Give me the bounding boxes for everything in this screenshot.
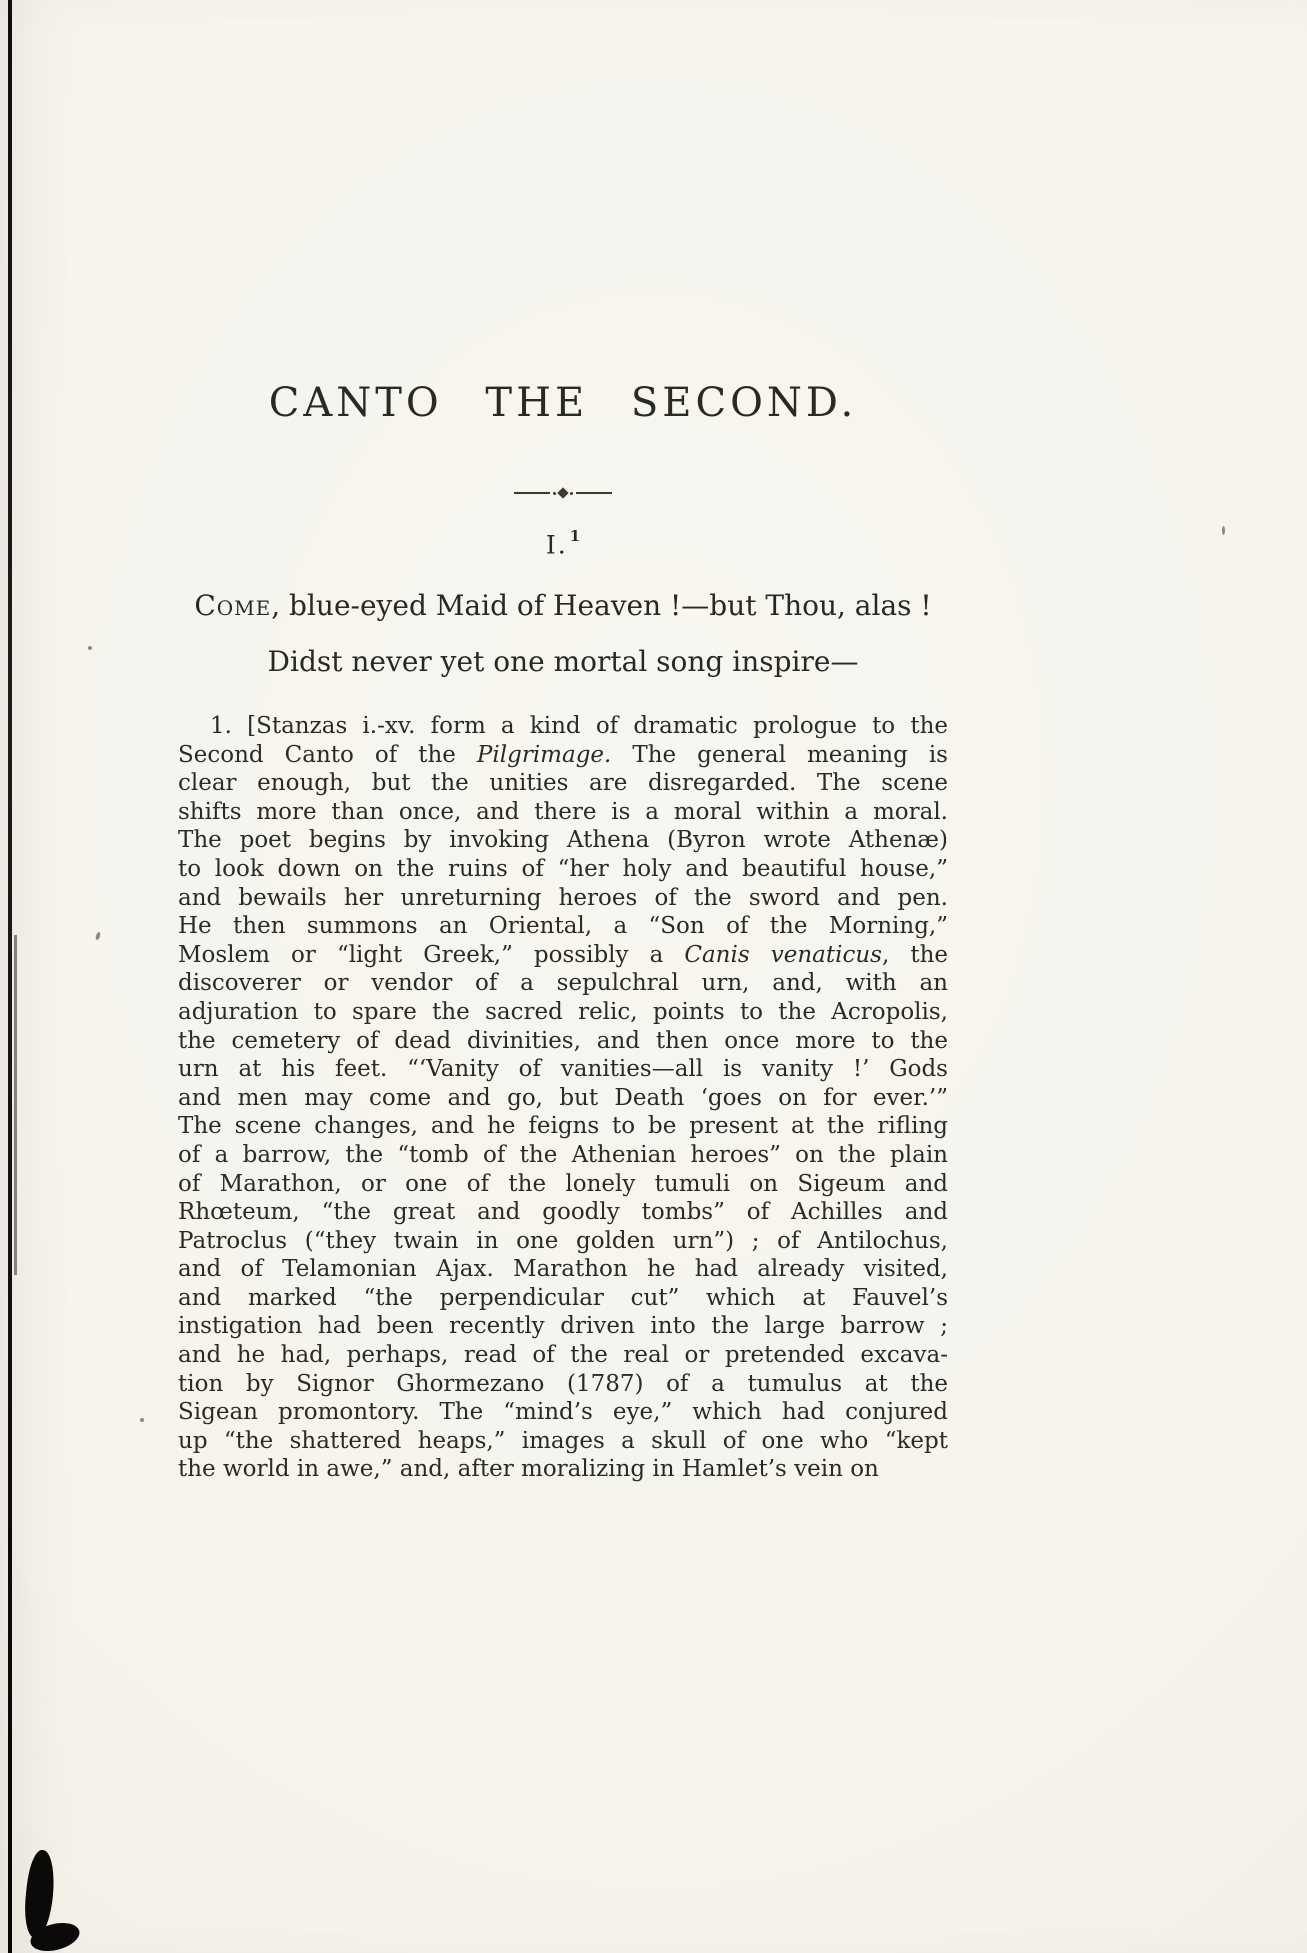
scan-speck — [140, 1418, 144, 1422]
footnote-text-segment: to look down on the ruins of “her holy and beautiful house,” — [178, 855, 948, 882]
footnote-text-segment: discoverer or vendor of a sepulchral urn, and, with an — [178, 970, 948, 997]
footnote-text-segment: The scene changes, and he feigns to be present at the rifling — [178, 1113, 948, 1140]
divider-ornament — [178, 489, 948, 497]
footnote-text-segment: up “the shattered heaps,” images a skull of one who “kept — [178, 1427, 948, 1454]
divider-rule-right — [576, 492, 612, 494]
footnote-text-segment: The general meaning is — [611, 741, 948, 768]
footnote-line — [178, 855, 948, 884]
footnote-line — [178, 1055, 948, 1084]
footnote-line — [178, 1341, 948, 1370]
footnote-text-segment: of Marathon, or one of the lonely tumuli on Sigeum and — [178, 1170, 948, 1197]
footnote-line — [178, 1141, 948, 1170]
footnote-line — [178, 1284, 948, 1313]
footnote-text-segment: urn at his feet. “‘Vanity of vanities—all is vanity !’ Gods — [178, 1056, 948, 1083]
footnote-text-segment: He then summons an Oriental, a “Son of the Morning,” — [178, 913, 948, 940]
footnote-text-segment: adjuration to spare the sacred relic, points to the Acropolis, — [178, 998, 948, 1025]
footnote-line — [178, 1112, 948, 1141]
footnote-line — [178, 884, 948, 913]
divider-diamond — [557, 487, 568, 498]
footnote-text-segment: instigation had been recently driven into the large barrow ; — [178, 1313, 948, 1340]
footnote-italic-text: Canis venaticus — [684, 941, 882, 968]
footnote-text-segment: tion by Signor Ghormezano (1787) of a tumulus at the — [178, 1370, 948, 1397]
footnote-text-segment: the cemetery of dead divinities, and then once more to the — [178, 1027, 948, 1054]
footnote-text-segment: The poet begins by invoking Athena (Byron wrote Athenæ) — [178, 827, 948, 854]
footnote-text-segment: , the — [881, 941, 948, 968]
footnote-line — [178, 998, 948, 1027]
verse-line-1-rest: , blue-eyed Maid of Heaven !—but Thou, alas ! — [271, 589, 932, 622]
footnote-text-segment: Second Canto of the — [178, 741, 477, 768]
footnote-text-segment: and of Telamonian Ajax. Marathon he had already visited, — [178, 1256, 948, 1283]
page-edge-line — [8, 0, 12, 1953]
footnote-line — [178, 1170, 948, 1199]
footnote-line — [178, 1255, 948, 1284]
stanza-numeral: I. — [545, 530, 568, 560]
scan-speck — [1222, 526, 1225, 535]
verse-line-1 — [178, 586, 948, 625]
footnote-line — [178, 1312, 948, 1341]
footnote-line — [178, 1198, 948, 1227]
canto-title: CANTO THE SECOND. — [268, 380, 858, 426]
footnote-italic-text: Pilgrimage. — [476, 741, 612, 768]
footnote-line — [178, 769, 948, 798]
footnote-line — [178, 1455, 948, 1484]
footnote-line — [178, 912, 948, 941]
stanza-heading — [178, 527, 948, 560]
footnote-line — [178, 712, 948, 741]
page-edge-line-segment — [14, 935, 17, 1275]
verse-line-2: Didst never yet one mortal song inspire— — [267, 645, 859, 678]
scan-speck — [95, 932, 101, 941]
footnote-line — [178, 798, 948, 827]
footnote-commentary — [178, 712, 948, 1484]
scan-speck — [88, 646, 92, 650]
text-column — [178, 0, 948, 1953]
verse-stanza — [178, 586, 948, 698]
footnote-text-segment: Rhœteum, “the great and goodly tombs” of Achilles and — [178, 1199, 948, 1226]
footnote-line — [178, 1027, 948, 1056]
footnote-line — [178, 941, 948, 970]
footnote-line — [178, 969, 948, 998]
footnote-ref: 1 — [569, 527, 583, 545]
footnote-text-segment: shifts more than once, and there is a moral within a moral. — [178, 798, 948, 825]
footnote-line — [178, 741, 948, 770]
footnote-text-segment: and marked “the perpendicular cut” which at Fauvel’s — [178, 1284, 948, 1311]
footnote-text-segment: Patroclus (“they twain in one golden urn”) ; of Antilochus, — [178, 1227, 948, 1254]
footnote-line — [178, 1227, 948, 1256]
footnote-text-segment: clear enough, but the unities are disregarded. The scene — [178, 770, 948, 797]
footnote-text-segment: the world in awe,” and, after moralizing in Hamlet’s vein on — [178, 1456, 879, 1483]
divider-dot-left — [553, 492, 556, 495]
divider-rule-left — [514, 492, 550, 494]
footnote-text-segment: 1. [Stanzas i.-xv. form a kind of dramatic prologue to the — [210, 713, 948, 739]
footnote-line — [178, 1398, 948, 1427]
footnote-text-segment: and bewails her unreturning heroes of the sword and pen. — [178, 884, 948, 911]
footnote-line — [178, 826, 948, 855]
footnote-text-segment: of a barrow, the “tomb of the Athenian heroes” on the plain — [178, 1141, 948, 1168]
divider-dot-right — [570, 492, 573, 495]
footnote-line — [178, 1427, 948, 1456]
footnote-line — [178, 1370, 948, 1399]
footnote-line — [178, 1084, 948, 1113]
footnote-text-segment: Moslem or “light Greek,” possibly a — [178, 941, 685, 968]
footnote-text-segment: and men may come and go, but Death ‘goes on for ever.’” — [178, 1084, 948, 1111]
verse-lead-word: Come — [194, 589, 272, 622]
footnote-text-segment: Sigean promontory. The “mind’s eye,” which had conjured — [178, 1399, 948, 1426]
footnote-text-segment: and he had, perhaps, read of the real or pretended excava- — [178, 1342, 948, 1369]
